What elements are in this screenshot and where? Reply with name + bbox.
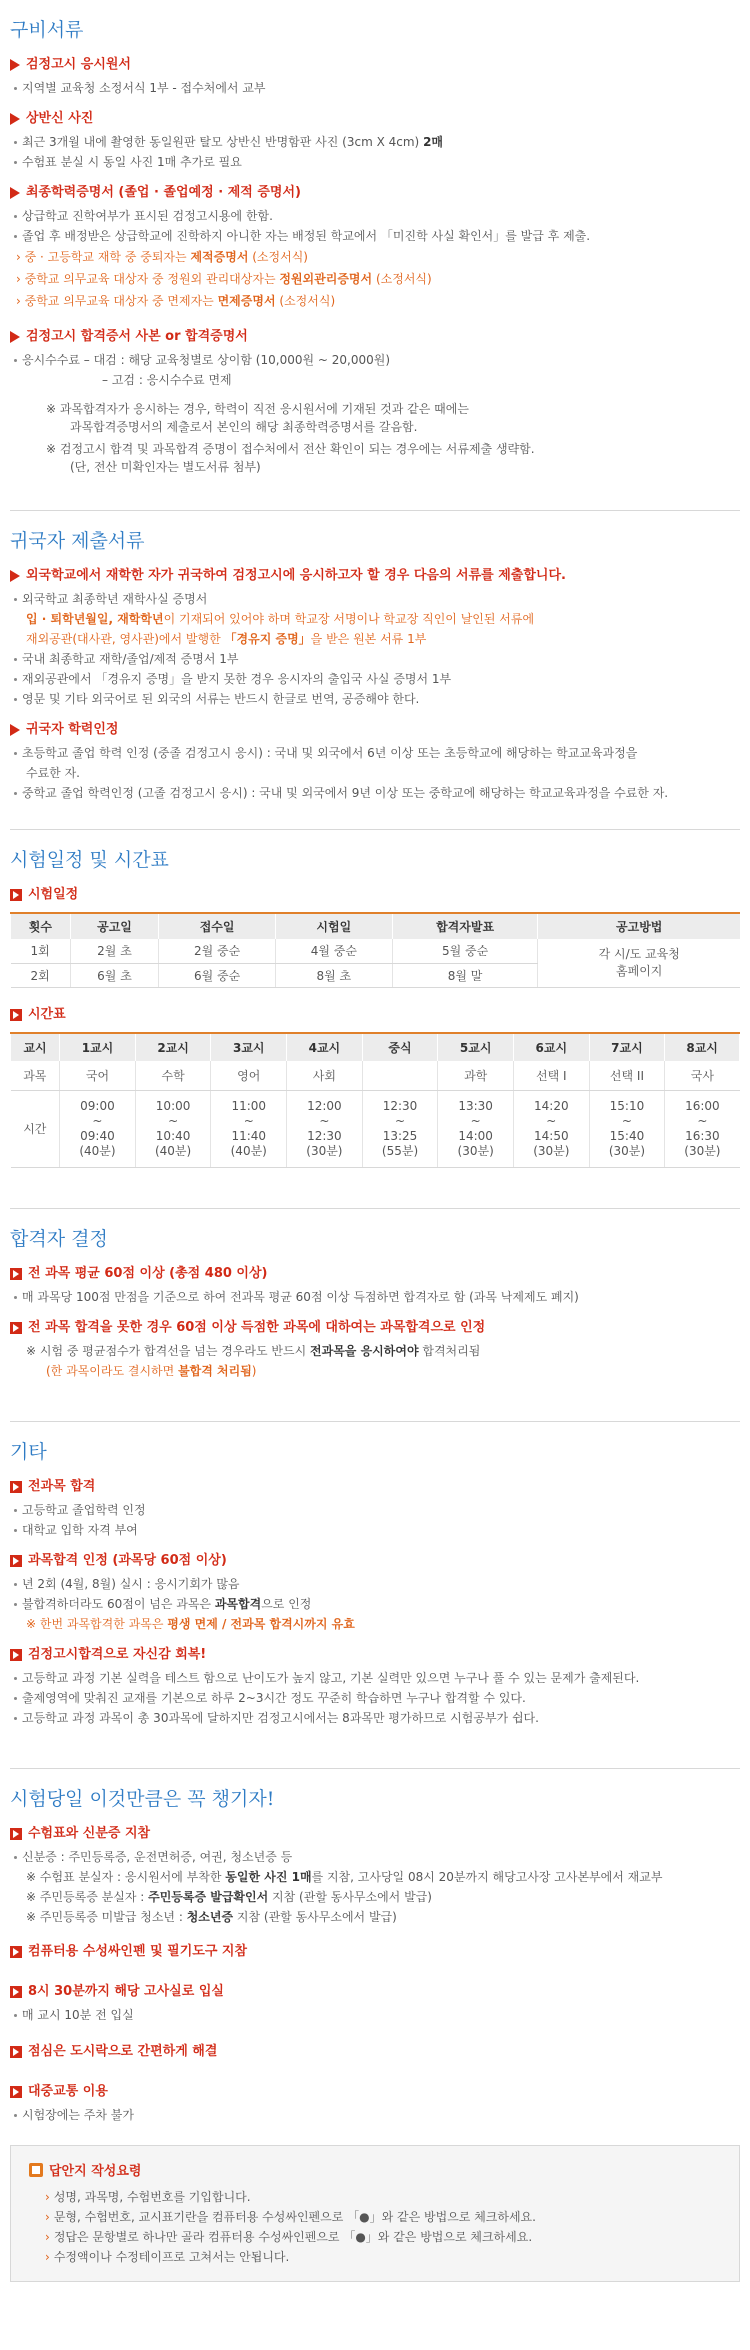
subhead-transport: 대중교통 이용: [10, 2083, 740, 2101]
line: 졸업 후 배정받은 상급학교에 진학하지 아니한 자는 배정된 학교에서 「미진학 사실 확인서」를 발급 후 제출.: [10, 226, 740, 246]
subhead-certificate: 최종학력증명서 (졸업 · 졸업예정 · 제적 증명서): [10, 184, 740, 202]
note: ※ 시험 중 평균점수가 합격선을 넘는 경우라도 반드시 전과목을 응시하여야 합격처리됨: [26, 1344, 481, 1358]
table-header: 공고방법: [538, 913, 740, 939]
subhead-photo: 상반신 사진: [10, 110, 740, 128]
pencil-icon: [29, 2163, 43, 2177]
line: 신분증 : 주민등록증, 운전면허증, 여권, 청소년증 등: [10, 1847, 740, 1867]
subhead-pass-certificate: 검정고시 합격증서 사본 or 합격증명서: [10, 328, 740, 346]
line: 응시수수료 – 대검 : 해당 교육청별로 상이함 (10,000원 ~ 20,000원): [10, 350, 740, 370]
play-marker-icon: [10, 1649, 22, 1661]
play-marker-icon: [10, 1946, 22, 1958]
line: 국내 최종학교 재학/졸업/제적 증명서 1부: [10, 649, 740, 669]
announce-method: 각 시/도 교육청 홈페이지: [538, 939, 740, 987]
list-item: › 정답은 문항별로 하나만 골라 컴퓨터용 수성싸인펜으로 「●」와 같은 방법으로 체크하세요.: [45, 2230, 533, 2244]
subhead-subject-recognition: 과목합격 인정 (과목당 60점 이상): [10, 1552, 740, 1570]
line-orange: 입 · 퇴학년월일, 재학학년이 기재되어 있어야 하며 학교장 서명이나 학교장 직인이 날인된 서류에: [26, 612, 535, 626]
table-header: 5교시: [438, 1033, 514, 1061]
cert-option-outside-quota: › 중학교 의무교육 대상자 중 정원외 관리대상자는 정원외관리증명서 (소정서식): [16, 272, 432, 286]
line: 중학교 졸업 학력인정 (고졸 검정고시 응시) : 국내 및 외국에서 9년 이상 또는 중학교에 해당하는 학교교육과정을 수료한 자.: [10, 783, 740, 803]
line: 초등학교 졸업 학력 인정 (중졸 검정고시 응시) : 국내 및 외국에서 6년 이상 또는 초등학교에 해당하는 학교교육과정을: [10, 743, 740, 763]
line: 최근 3개월 내에 촬영한 동일원판 탈모 상반신 반명함판 사진 (3cm X 4cm) 2매: [10, 132, 740, 152]
subhead-arrival: 8시 30분까지 해당 고사실로 입실: [10, 1983, 740, 2001]
line: 고등학교 과정 기본 실력을 테스트 함으로 난이도가 높지 않고, 기본 실력만 있으면 누구나 풀 수 있는 문제가 출제된다.: [10, 1668, 740, 1688]
note: ※ 과목합격자가 응시하는 경우, 학력이 직전 응시원서에 기재된 것과 같은 때에는: [46, 402, 469, 416]
table-header: 1교시: [60, 1033, 136, 1061]
answer-sheet-box: [10, 2145, 740, 2282]
table-header: 중식: [362, 1033, 438, 1061]
play-marker-icon: [10, 1828, 22, 1840]
play-marker-icon: [10, 1986, 22, 1998]
section-title-exam-day: 시험당일 이것만큼은 꼭 챙기자!: [10, 1788, 275, 1810]
table-header: 공고일: [70, 913, 158, 939]
triangle-marker-icon: [10, 59, 20, 71]
triangle-marker-icon: [10, 724, 20, 736]
section-title-pass-decision: 합격자 결정: [10, 1228, 108, 1250]
subhead-application: 검정고시 응시원서: [10, 56, 740, 74]
line: 상급학교 진학여부가 표시된 검정고시용에 한함.: [10, 206, 740, 226]
table-header: 시험일: [275, 913, 392, 939]
timetable-table: [10, 1032, 740, 1169]
table-header: 6교시: [513, 1033, 589, 1061]
play-marker-icon: [10, 1009, 22, 1021]
note: ※ 주민등록증 분실자 : 주민등록증 발급확인서 지참 (관할 동사무소에서 발급): [26, 1890, 432, 1904]
note: ※ 검정고시 합격 및 과목합격 증명이 접수처에서 전산 확인이 되는 경우에는 서류제출 생략함.: [46, 442, 535, 456]
note: ※ 주민등록증 미발급 청소년 : 청소년증 지참 (관할 동사무소에서 발급): [26, 1910, 397, 1924]
play-marker-icon: [10, 1268, 22, 1280]
play-marker-icon: [10, 1555, 22, 1567]
list-item: › 성명, 과목명, 수험번호를 기입합니다.: [45, 2190, 251, 2204]
cert-option-exempt: › 중학교 의무교육 대상자 중 면제자는 면제증명서 (소정서식): [16, 294, 336, 308]
play-marker-icon: [10, 1481, 22, 1493]
line: 고등학교 졸업학력 인정: [10, 1500, 740, 1520]
subhead-confidence: 검정고시합격으로 자신감 회복!: [10, 1646, 740, 1664]
line: 매 교시 10분 전 입실: [10, 2005, 740, 2025]
line: 수험표 분실 시 동일 사진 1매 추가로 필요: [10, 152, 740, 172]
triangle-marker-icon: [10, 331, 20, 343]
subhead-schedule: 시험일정: [10, 886, 740, 904]
triangle-marker-icon: [10, 570, 20, 582]
section-title-etc: 기타: [10, 1441, 47, 1463]
table-header: 접수일: [159, 913, 276, 939]
table-header: 3교시: [211, 1033, 287, 1061]
line: 외국학교 최종학년 재학사실 증명서: [10, 589, 740, 609]
line: 년 2회 (4월, 8월) 실시 : 응시기회가 많음: [10, 1574, 740, 1594]
line: 영문 및 기타 외국어로 된 외국의 서류는 반드시 한글로 번역, 공증해야 한다.: [10, 689, 740, 709]
play-marker-icon: [10, 2046, 22, 2058]
line: 불합격하더라도 60점이 넘은 과목은 과목합격으로 인정: [10, 1594, 740, 1614]
line: – 고검 : 응시수수료 면제: [102, 373, 232, 387]
schedule-table: [10, 912, 740, 988]
table-header: 횟수: [11, 913, 71, 939]
line: 시험장에는 주차 불가: [10, 2105, 740, 2125]
note-orange: ※ 한번 과목합격한 과목은 평생 면제 / 전과목 합격시까지 유효: [26, 1617, 355, 1631]
section-title-documents: 구비서류: [10, 19, 84, 41]
divider: [10, 829, 740, 830]
triangle-marker-icon: [10, 187, 20, 199]
subhead-subject-pass: 전 과목 합격을 못한 경우 60점 이상 득점한 과목에 대하여는 과목합격 으로 인정: [10, 1319, 740, 1337]
table-header: 2교시: [135, 1033, 211, 1061]
divider: [10, 510, 740, 511]
line-orange: 재외공관(대사관, 영사관)에서 발행한 「경유지 증명」을 받은 원본 서류 1부: [26, 632, 427, 646]
note: ※ 수험표 분실자 : 응시원서에 부착한 동일한 사진 1매를 지참, 고사당일 08시 20분까지 해당고사장 고사본부에서 재교부: [26, 1870, 663, 1884]
triangle-marker-icon: [10, 113, 20, 125]
table-header: 4교시: [287, 1033, 363, 1061]
divider: [10, 1421, 740, 1422]
line: 수료한 자.: [26, 766, 80, 780]
line: 출제영역에 맞춰진 교재를 기본으로 하루 2~3시간 정도 꾸준히 학습하면 누구나 합격할 수 있다.: [10, 1688, 740, 1708]
table-header: 교시: [11, 1033, 60, 1061]
list-item: › 수정액이나 수정테이프로 고쳐서는 안됩니다.: [45, 2250, 290, 2264]
subhead-id: 수험표와 신분증 지참: [10, 1825, 740, 1843]
answer-sheet-title: 답안지 작성요령: [29, 2160, 721, 2179]
subhead-pen: 컴퓨터용 수성싸인펜 및 필기도구 지참: [10, 1943, 740, 1961]
subhead-timetable: 시간표: [10, 1006, 740, 1024]
divider: [10, 1208, 740, 1209]
table-row: 1회 2월 초 2월 중순 4월 중순 5월 중순 각 시/도 교육청 홈페이지: [11, 939, 741, 963]
table-row: 과목 국어 수학 영어 사회 과학 선택 I 선택 II 국사: [11, 1061, 740, 1091]
subhead-all-pass: 전과목 합격: [10, 1478, 740, 1496]
note-orange: (한 과목이라도 결시하면 불합격 처리됨): [46, 1364, 257, 1378]
note: (단, 전산 미확인자는 별도서류 첨부): [70, 460, 261, 474]
table-row: 시간 09:00 ~ 09:40 (40분) 10:00 ~ 10:40 (40분) 11:00 ~ 11:40 (40분) 12:00 ~ 12:30 (30분) 12:30 ~ 13:25 (55분) 13:30 ~ 14:00 (30분) 14:20 ~ 14:50 (30분) 15:10 ~ 15:40 (30분) 16:00 ~ 16:30 (30분): [11, 1091, 740, 1168]
subhead-returnee-docs: 외국학교에서 재학한 자가 귀국하여 검정고시에 응시하고자 할 경우 다음의 서류를 제출합니다.: [10, 567, 740, 585]
line: 고등학교 과정 과목이 총 30과목에 달하지만 검정고시에서는 8과목만 평가하므로 시험공부가 쉽다.: [10, 1708, 740, 1728]
table-header: 8교시: [665, 1033, 740, 1061]
subhead-lunch: 점심은 도시락으로 간편하게 해결: [10, 2043, 740, 2061]
section-title-returnee: 귀국자 제출서류: [10, 530, 145, 552]
divider: [10, 1768, 740, 1769]
line: 지역별 교육청 소정서식 1부 - 접수처에서 교부: [10, 78, 740, 98]
table-header: 7교시: [589, 1033, 665, 1061]
section-title-schedule: 시험일정 및 시간표: [10, 849, 169, 871]
line: 재외공관에서 「경유지 증명」을 받지 못한 경우 응시자의 출입국 사실 증명서 1부: [10, 669, 740, 689]
table-header: 합격자발표: [392, 913, 538, 939]
play-marker-icon: [10, 2086, 22, 2098]
note: 과목합격증명서의 제출로서 본인의 해당 최종학력증명서를 갈음함.: [70, 420, 418, 434]
play-marker-icon: [10, 1322, 22, 1334]
cert-option-dropout: › 중 · 고등학교 재학 중 중퇴자는 제적증명서 (소정서식): [16, 250, 308, 264]
table-row: 2회 6월 초 6월 중순 8월 초 8월 말: [11, 963, 741, 987]
line: 대학교 입학 자격 부여: [10, 1520, 740, 1540]
line: 매 과목당 100점 만점을 기준으로 하여 전과목 평균 60점 이상 득점하면 합격자로 함 (과목 낙제제도 폐지): [10, 1287, 740, 1307]
subhead-returnee-recognition: 귀국자 학력인정: [10, 721, 740, 739]
list-item: › 문형, 수험번호, 교시표기란을 컴퓨터용 수성싸인펜으로 「●」와 같은 방법으로 체크하세요.: [45, 2210, 536, 2224]
subhead-average: 전 과목 평균 60점 이상 (총점 480 이상): [10, 1265, 740, 1283]
play-marker-icon: [10, 889, 22, 901]
